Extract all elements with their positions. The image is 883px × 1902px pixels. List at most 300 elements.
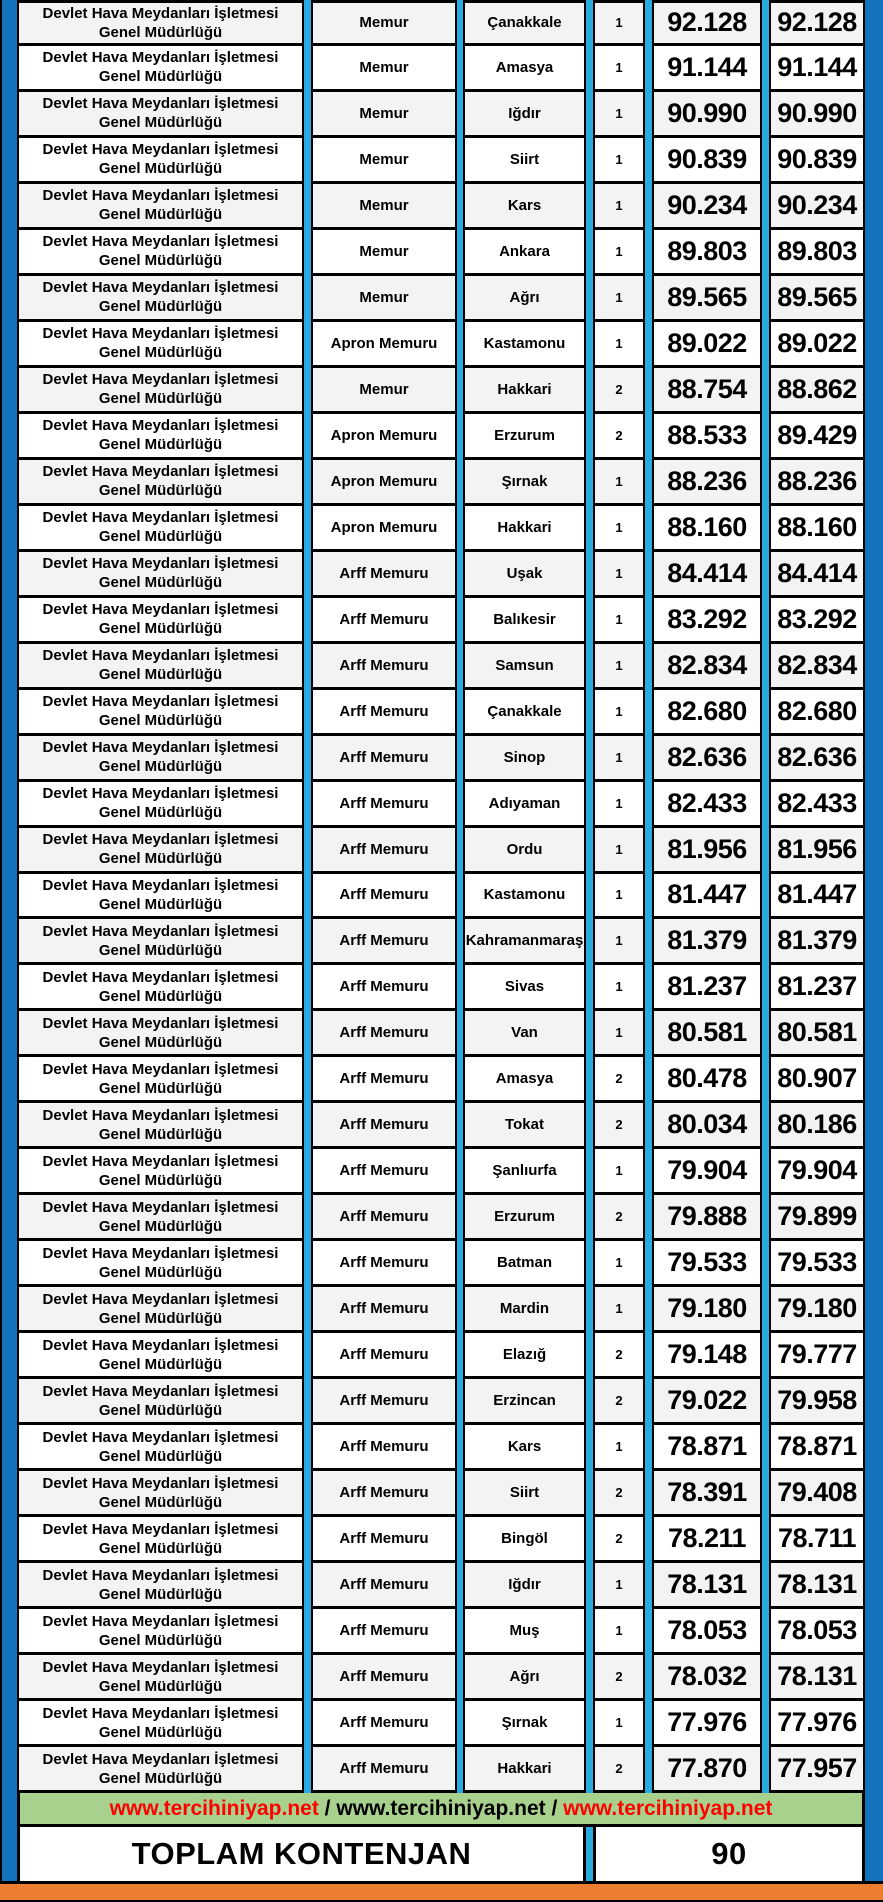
base-score-cell: 79.148 (652, 1333, 762, 1379)
quota-cell: 2 (593, 1747, 645, 1793)
quota-cell: 2 (593, 414, 645, 460)
table-row (17, 460, 865, 506)
quota-cell: 1 (593, 919, 645, 965)
institution-cell (17, 598, 304, 644)
position-cell: Memur (311, 0, 457, 46)
base-score-cell: 82.636 (652, 736, 762, 782)
position-cell: Memur (311, 138, 457, 184)
column-divider (586, 46, 593, 92)
quota-cell: 2 (593, 1333, 645, 1379)
city-cell: Çanakkale (463, 0, 586, 46)
quota-cell: 1 (593, 1241, 645, 1287)
institution-line2: Genel Müdürlüğü (98, 712, 223, 730)
quota-cell: 1 (593, 322, 645, 368)
city-cell: Sinop (463, 736, 586, 782)
column-divider (586, 322, 593, 368)
institution-line2: Genel Müdürlüğü (98, 804, 223, 822)
institution-cell (17, 92, 304, 138)
institution-line2: Genel Müdürlüğü (98, 482, 223, 500)
table-row (17, 506, 865, 552)
city-cell: Uşak (463, 552, 586, 598)
quota-table-body (17, 0, 865, 1793)
column-divider (762, 322, 769, 368)
position-cell: Arff Memuru (311, 782, 457, 828)
base-score-cell: 88.236 (652, 460, 762, 506)
institution-cell (17, 1379, 304, 1425)
column-divider (304, 0, 311, 46)
table-row (17, 828, 865, 874)
column-divider (762, 736, 769, 782)
column-divider (762, 1149, 769, 1195)
institution-line1: Devlet Hava Meydanları İşletmesi (42, 1382, 279, 1400)
column-divider (762, 460, 769, 506)
ceiling-score-cell: 80.581 (769, 1011, 865, 1057)
quota-cell: 1 (593, 506, 645, 552)
base-score-cell: 89.803 (652, 230, 762, 276)
city-cell: Kahramanmaraş (463, 919, 586, 965)
column-divider (586, 460, 593, 506)
column-divider (304, 1425, 311, 1471)
column-divider (304, 1471, 311, 1517)
quota-cell: 2 (593, 1379, 645, 1425)
institution-cell (17, 782, 304, 828)
base-score-cell: 84.414 (652, 552, 762, 598)
position-cell: Memur (311, 92, 457, 138)
institution-line2: Genel Müdürlüğü (98, 1769, 223, 1787)
column-divider (586, 1149, 593, 1195)
column-divider (645, 828, 652, 874)
column-divider (762, 506, 769, 552)
institution-line1: Devlet Hava Meydanları İşletmesi (42, 1106, 279, 1124)
institution-line2: Genel Müdürlüğü (98, 895, 223, 913)
city-cell: Kastamonu (463, 322, 586, 368)
position-cell: Arff Memuru (311, 1057, 457, 1103)
base-score-cell: 79.022 (652, 1379, 762, 1425)
institution-line1: Devlet Hava Meydanları İşletmesi (42, 1152, 279, 1170)
institution-line2: Genel Müdürlüğü (98, 574, 223, 592)
institution-line2: Genel Müdürlüğü (98, 620, 223, 638)
position-cell: Arff Memuru (311, 828, 457, 874)
column-divider (645, 1471, 652, 1517)
ceiling-score-cell: 82.433 (769, 782, 865, 828)
column-divider (762, 368, 769, 414)
column-divider (762, 1379, 769, 1425)
table-row (17, 322, 865, 368)
column-divider (304, 1195, 311, 1241)
quota-cell: 1 (593, 0, 645, 46)
quota-cell: 2 (593, 1057, 645, 1103)
institution-cell (17, 965, 304, 1011)
base-score-cell: 82.680 (652, 690, 762, 736)
quota-cell: 1 (593, 276, 645, 322)
total-value-cell: 90 (593, 1827, 865, 1881)
table-row (17, 1057, 865, 1103)
quota-cell: 1 (593, 782, 645, 828)
column-divider (762, 1563, 769, 1609)
table-row (17, 1241, 865, 1287)
base-score-cell: 83.292 (652, 598, 762, 644)
ceiling-score-cell: 91.144 (769, 46, 865, 92)
column-divider (645, 690, 652, 736)
table-row (17, 1149, 865, 1195)
quota-cell: 1 (593, 1609, 645, 1655)
table-row (17, 919, 865, 965)
institution-line1: Devlet Hava Meydanları İşletmesi (42, 785, 279, 803)
column-divider (586, 414, 593, 460)
column-divider (586, 92, 593, 138)
institution-line2: Genel Müdürlüğü (98, 1493, 223, 1511)
ceiling-score-cell: 77.976 (769, 1701, 865, 1747)
institution-cell (17, 874, 304, 920)
column-divider (645, 46, 652, 92)
institution-line2: Genel Müdürlüğü (98, 1677, 223, 1695)
institution-line2: Genel Müdürlüğü (98, 850, 223, 868)
position-cell: Arff Memuru (311, 598, 457, 644)
city-cell: Amasya (463, 46, 586, 92)
column-divider (645, 506, 652, 552)
column-divider (645, 644, 652, 690)
quota-cell: 2 (593, 1471, 645, 1517)
quota-cell: 1 (593, 1011, 645, 1057)
base-score-cell: 88.160 (652, 506, 762, 552)
website-link[interactable]: www.tercihiniyap.net (109, 1796, 319, 1820)
institution-line2: Genel Müdürlüğü (98, 252, 223, 270)
base-score-cell: 79.888 (652, 1195, 762, 1241)
institution-cell (17, 552, 304, 598)
institution-line2: Genel Müdürlüğü (98, 1631, 223, 1649)
quota-cell: 1 (593, 92, 645, 138)
column-divider (304, 552, 311, 598)
quota-cell: 1 (593, 1563, 645, 1609)
institution-line1: Devlet Hava Meydanları İşletmesi (42, 601, 279, 619)
column-divider (304, 1011, 311, 1057)
institution-line1: Devlet Hava Meydanları İşletmesi (42, 463, 279, 481)
column-divider (762, 1609, 769, 1655)
institution-line2: Genel Müdürlüğü (98, 68, 223, 86)
city-cell: Tokat (463, 1103, 586, 1149)
position-cell: Memur (311, 184, 457, 230)
ceiling-score-cell: 82.834 (769, 644, 865, 690)
column-divider (586, 828, 593, 874)
column-divider (304, 1287, 311, 1333)
city-cell: Ağrı (463, 276, 586, 322)
left-border-bar (0, 0, 17, 1881)
position-cell: Arff Memuru (311, 1333, 457, 1379)
base-score-cell: 79.533 (652, 1241, 762, 1287)
position-cell: Arff Memuru (311, 552, 457, 598)
quota-cell: 1 (593, 46, 645, 92)
institution-cell (17, 506, 304, 552)
institution-line2: Genel Müdürlüğü (98, 1539, 223, 1557)
institution-cell (17, 1701, 304, 1747)
city-cell: Ağrı (463, 1655, 586, 1701)
ceiling-score-cell: 81.379 (769, 919, 865, 965)
column-divider (586, 1747, 593, 1793)
column-divider (762, 874, 769, 920)
position-cell: Arff Memuru (311, 1655, 457, 1701)
column-divider (645, 184, 652, 230)
position-cell: Arff Memuru (311, 1747, 457, 1793)
institution-line2: Genel Müdürlüğü (98, 23, 223, 41)
table-row (17, 1425, 865, 1471)
institution-line1: Devlet Hava Meydanları İşletmesi (42, 1612, 279, 1630)
institution-line2: Genel Müdürlüğü (98, 528, 223, 546)
institution-cell (17, 1747, 304, 1793)
base-score-cell: 77.976 (652, 1701, 762, 1747)
column-divider (645, 460, 652, 506)
link-separator: / (545, 1796, 564, 1820)
institution-line2: Genel Müdürlüğü (98, 298, 223, 316)
institution-line1: Devlet Hava Meydanları İşletmesi (42, 95, 279, 113)
column-divider (762, 1333, 769, 1379)
column-divider (645, 1563, 652, 1609)
position-cell: Arff Memuru (311, 1195, 457, 1241)
column-divider (645, 0, 652, 46)
position-cell: Arff Memuru (311, 1011, 457, 1057)
ceiling-score-cell: 81.447 (769, 874, 865, 920)
institution-line1: Devlet Hava Meydanları İşletmesi (42, 141, 279, 159)
institution-cell (17, 1333, 304, 1379)
base-score-cell: 81.956 (652, 828, 762, 874)
table-row (17, 0, 865, 46)
ceiling-score-cell: 78.053 (769, 1609, 865, 1655)
ceiling-score-cell: 80.907 (769, 1057, 865, 1103)
table-row (17, 1333, 865, 1379)
institution-cell (17, 230, 304, 276)
column-divider (645, 1011, 652, 1057)
column-divider (304, 368, 311, 414)
institution-line1: Devlet Hava Meydanları İşletmesi (42, 1290, 279, 1308)
column-divider (304, 736, 311, 782)
city-cell: Erzurum (463, 1195, 586, 1241)
city-cell: Iğdır (463, 1563, 586, 1609)
column-divider (762, 1701, 769, 1747)
ceiling-score-cell: 80.186 (769, 1103, 865, 1149)
position-cell: Arff Memuru (311, 644, 457, 690)
institution-line1: Devlet Hava Meydanları İşletmesi (42, 1520, 279, 1538)
column-divider (762, 1425, 769, 1471)
institution-line2: Genel Müdürlüğü (98, 1723, 223, 1741)
quota-cell: 1 (593, 874, 645, 920)
institution-cell (17, 1195, 304, 1241)
institution-line1: Devlet Hava Meydanları İşletmesi (42, 922, 279, 940)
city-cell: Kars (463, 184, 586, 230)
institution-line1: Devlet Hava Meydanları İşletmesi (42, 1566, 279, 1584)
position-cell: Memur (311, 368, 457, 414)
base-score-cell: 81.237 (652, 965, 762, 1011)
column-divider (645, 1655, 652, 1701)
institution-line1: Devlet Hava Meydanları İşletmesi (42, 49, 279, 67)
institution-line1: Devlet Hava Meydanları İşletmesi (42, 1198, 279, 1216)
institution-cell (17, 1655, 304, 1701)
quota-cell: 1 (593, 1701, 645, 1747)
position-cell: Arff Memuru (311, 1609, 457, 1655)
institution-line2: Genel Müdürlüğü (98, 206, 223, 224)
table-row (17, 690, 865, 736)
base-score-cell: 78.871 (652, 1425, 762, 1471)
ceiling-score-cell: 78.711 (769, 1517, 865, 1563)
column-divider (762, 184, 769, 230)
column-divider (645, 1379, 652, 1425)
column-divider (586, 552, 593, 598)
quota-cell: 1 (593, 230, 645, 276)
base-score-cell: 79.904 (652, 1149, 762, 1195)
institution-cell (17, 138, 304, 184)
ceiling-score-cell: 78.871 (769, 1425, 865, 1471)
position-cell: Arff Memuru (311, 1563, 457, 1609)
column-divider (645, 1425, 652, 1471)
institution-line1: Devlet Hava Meydanları İşletmesi (42, 325, 279, 343)
table-row (17, 1379, 865, 1425)
quota-cell: 1 (593, 1287, 645, 1333)
institution-line1: Devlet Hava Meydanları İşletmesi (42, 831, 279, 849)
institution-line1: Devlet Hava Meydanları İşletmesi (42, 876, 279, 894)
institution-cell (17, 184, 304, 230)
institution-line1: Devlet Hava Meydanları İşletmesi (42, 1336, 279, 1354)
institution-line1: Devlet Hava Meydanları İşletmesi (42, 1244, 279, 1262)
column-divider (762, 690, 769, 736)
ceiling-score-cell: 89.565 (769, 276, 865, 322)
institution-line1: Devlet Hava Meydanları İşletmesi (42, 187, 279, 205)
ceiling-score-cell: 82.680 (769, 690, 865, 736)
ceiling-score-cell: 79.904 (769, 1149, 865, 1195)
column-divider (762, 782, 769, 828)
column-divider (586, 1333, 593, 1379)
institution-cell (17, 1517, 304, 1563)
ceiling-score-cell: 88.862 (769, 368, 865, 414)
position-cell: Arff Memuru (311, 1379, 457, 1425)
ceiling-score-cell: 92.128 (769, 0, 865, 46)
city-cell: Elazığ (463, 1333, 586, 1379)
position-cell: Arff Memuru (311, 1425, 457, 1471)
column-divider (304, 919, 311, 965)
ceiling-score-cell: 84.414 (769, 552, 865, 598)
column-divider (645, 1287, 652, 1333)
institution-cell (17, 1287, 304, 1333)
base-score-cell: 80.478 (652, 1057, 762, 1103)
column-divider (586, 506, 593, 552)
column-divider (586, 690, 593, 736)
ceiling-score-cell: 79.958 (769, 1379, 865, 1425)
table-row (17, 368, 865, 414)
link-separator: / (318, 1796, 337, 1820)
column-divider (645, 552, 652, 598)
institution-line2: Genel Müdürlüğü (98, 114, 223, 132)
column-divider (645, 1517, 652, 1563)
column-divider (762, 552, 769, 598)
column-divider (645, 230, 652, 276)
table-row (17, 1747, 865, 1793)
institution-cell (17, 1241, 304, 1287)
institution-cell (17, 368, 304, 414)
column-divider (762, 1471, 769, 1517)
column-divider (304, 460, 311, 506)
column-divider (586, 1287, 593, 1333)
base-score-cell: 77.870 (652, 1747, 762, 1793)
base-score-cell: 78.032 (652, 1655, 762, 1701)
table-row (17, 1609, 865, 1655)
column-divider (645, 598, 652, 644)
institution-cell (17, 644, 304, 690)
institution-line2: Genel Müdürlüğü (98, 1401, 223, 1419)
quota-cell: 1 (593, 828, 645, 874)
column-divider (762, 1287, 769, 1333)
institution-line2: Genel Müdürlüğü (98, 1217, 223, 1235)
table-row (17, 276, 865, 322)
column-divider (304, 1655, 311, 1701)
table-row (17, 92, 865, 138)
website-link[interactable]: www.tercihiniyap.net (336, 1796, 546, 1820)
column-divider (304, 46, 311, 92)
column-divider (586, 919, 593, 965)
column-divider (586, 1609, 593, 1655)
website-link[interactable]: www.tercihiniyap.net (563, 1796, 773, 1820)
column-divider (304, 1103, 311, 1149)
column-divider (762, 1195, 769, 1241)
city-cell: Çanakkale (463, 690, 586, 736)
institution-cell (17, 1471, 304, 1517)
position-cell: Arff Memuru (311, 874, 457, 920)
position-cell: Arff Memuru (311, 1103, 457, 1149)
bottom-accent-bar (0, 1881, 883, 1902)
table-row (17, 1517, 865, 1563)
ceiling-score-cell: 88.160 (769, 506, 865, 552)
ceiling-score-cell: 81.237 (769, 965, 865, 1011)
table-row (17, 1655, 865, 1701)
column-divider (304, 230, 311, 276)
quota-cell: 1 (593, 644, 645, 690)
table-row (17, 1011, 865, 1057)
column-divider (304, 276, 311, 322)
column-divider (586, 1563, 593, 1609)
institution-line1: Devlet Hava Meydanları İşletmesi (42, 1474, 279, 1492)
institution-line1: Devlet Hava Meydanları İşletmesi (42, 739, 279, 757)
column-divider (304, 598, 311, 644)
quota-cell: 1 (593, 598, 645, 644)
city-cell: Mardin (463, 1287, 586, 1333)
column-divider (762, 1011, 769, 1057)
city-cell: Samsun (463, 644, 586, 690)
quota-cell: 2 (593, 368, 645, 414)
quota-cell: 2 (593, 1195, 645, 1241)
column-divider (762, 1241, 769, 1287)
base-score-cell: 90.839 (652, 138, 762, 184)
city-cell: Van (463, 1011, 586, 1057)
institution-cell (17, 736, 304, 782)
column-divider (645, 736, 652, 782)
city-cell: Iğdır (463, 92, 586, 138)
table-row (17, 965, 865, 1011)
total-row (17, 1827, 865, 1881)
column-divider (762, 1517, 769, 1563)
base-score-cell: 82.433 (652, 782, 762, 828)
column-divider (586, 1701, 593, 1747)
column-divider (304, 414, 311, 460)
column-divider (304, 1057, 311, 1103)
city-cell: Kastamonu (463, 874, 586, 920)
column-divider (586, 0, 593, 46)
table-row (17, 1103, 865, 1149)
quota-cell: 1 (593, 736, 645, 782)
column-divider (586, 138, 593, 184)
institution-line1: Devlet Hava Meydanları İşletmesi (42, 1014, 279, 1032)
column-divider (645, 1057, 652, 1103)
city-cell: Hakkari (463, 368, 586, 414)
column-divider (645, 368, 652, 414)
quota-cell: 1 (593, 460, 645, 506)
institution-cell (17, 690, 304, 736)
city-cell: Hakkari (463, 1747, 586, 1793)
